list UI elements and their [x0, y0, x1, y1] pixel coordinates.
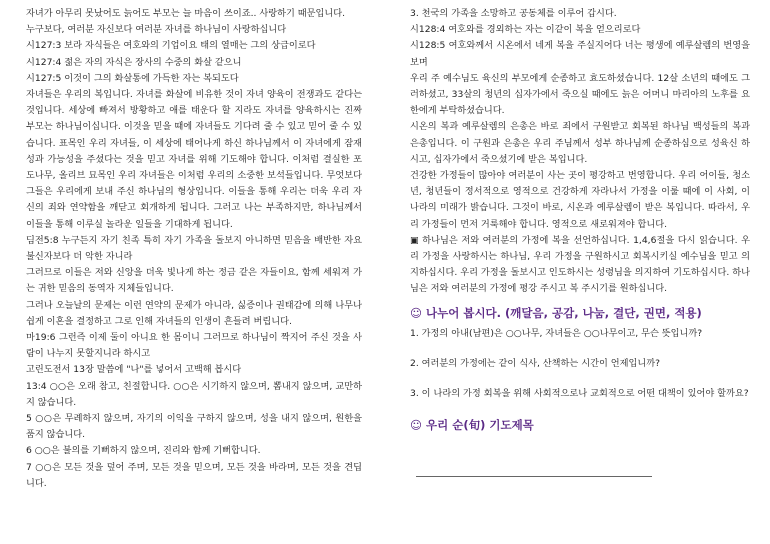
- right-column: [410, 6, 750, 438]
- section-point: 3. 천국의 가족을 소망하고 공동체를 이루어 갑시다.: [410, 8, 617, 19]
- question-item: 3. 이 나라의 가정 회복을 위해 사회적으로나 교회적으로 어떤 대책이 있어야 할까요?: [410, 387, 749, 399]
- scripture-verse: 5 ○○은 무례하지 않으며, 자기의 이익을 구하지 않으며, 성을 내지 않으며, 원한을 품지 않습니다.: [26, 413, 362, 441]
- paragraph: 그러므로 이들은 저와 신앙을 더욱 빛나게 하는 정금 같은 자들이요, 함께 세워져 가는 귀한 믿음의 동역자 지체들입니다.: [26, 267, 362, 295]
- scripture-verse: 시128:4 여호와를 경외하는 자는 이같이 복을 얻으리로다: [410, 24, 641, 36]
- scripture-verse: 마19:6 그런즉 이제 둘이 아니요 한 몸이니 그러므로 하나님이 짝지어 주신 것을 사람이 나누지 못할지니라 하시고: [26, 332, 362, 360]
- scripture-verse: 7 ○○은 모든 것을 덮어 주며, 모든 것을 믿으며, 모든 것을 바라며, 모든 것을 견딥니다.: [26, 461, 362, 489]
- scripture-verse: 시127:3 보라 자식들은 여호와의 기업이요 태의 열매는 그의 상급이로다: [26, 40, 316, 52]
- scripture-verse: 딤전5:8 누구든지 자기 친족 특히 자기 가족을 돌보지 아니하면 믿음을 배반한 자요 불신자보다 더 악한 자니라: [26, 234, 362, 263]
- paragraph: 그러나 오늘날의 문제는 이런 연약의 문제가 아니라, 싫증이나 권태감에 의해 나무나 쉽게 이혼을 결정하고 그로 인해 자녀들의 인생이 흔들려 버립니다.: [26, 299, 362, 327]
- paragraph: 자녀들은 우리의 복입니다. 자녀를 화살에 비유한 것이 자녀 양육이 전쟁과도 같다는 것입니다. 세상에 빠져서 방황하고 애를 태운다 할 지라도 자녀를 양육하시는 진짜 부모는 하나님이십니다. 이것을 믿을 때에 자녀들도 기다려 줄 수 있고 믿어 줄 수 있습니다. 표목인 우리 자녀들, 이 세상에 태어나게 하신 하나님께서 이 자녀에게 잠재성과 가능성을 주셨다는 것을 믿고 자녀를 위해 기도해야 합니다. 이처럼 결실한 포도나무, 올리브 묘목인 우리 자녀들은 이처럼 우리의 소중한 보석들입니다. 무엇보다 그들은 우리에게 보내 주신 하나님의 형상입니다. 이들을 통해 우리는 더욱 우리 자신의 죄와 연약함을 깨닫고 회개하게 됩니다. 그러고 나는 부족하지만, 하나님께서 이들을 통해 이루실 놀라운 일들을 기대하게 됩니다.: [26, 89, 362, 230]
- smiley-icon: ☺: [410, 417, 422, 432]
- prayer-title: 우리 순(旬) 기도제목: [426, 417, 534, 432]
- paragraph: ▣ 하나님은 저와 여러분의 가정에 복을 선언하십니다. 1,4,6절을 다시 읽습니다. 우리 가정을 사랑하시는 하나님, 우리 가정을 구원하시고 회복시키실 예수님을 믿고 의지하십시다. 우리 가정을 돌보시고 인도하시는 성령님을 의지하여 기도하십시다. 하나님은 저와 여러분의 가정에 평강 주시고 복 주시기를 원하십니다.: [410, 234, 750, 295]
- scripture-verse: 6 ○○은 불의를 기뻐하지 않으며, 진리와 함께 기뻐합니다.: [26, 445, 261, 457]
- scripture-verse: 시128:5 여호와께서 시온에서 네게 복을 주실지어다 너는 평생에 예루살렘의 번영을 보며: [410, 40, 750, 68]
- share-heading: [410, 304, 750, 322]
- paragraph: 건강한 가정들이 많아야 여러분이 사는 곳이 평강하고 번영합니다. 우리 어이들, 청소년, 청년들이 정서적으로 영적으로 건강하게 자라나서 가정을 이룰 때에 이 사회, 이 나라의 미래가 밝습니다. 그것이 바로, 시온과 예루살렘이 받은 복입니다. 따라서, 우리 가정들이 먼저 거룩해야 합니다. 영적으로 새로워져야 합니다.: [410, 170, 750, 230]
- scripture-verse: 시127:5 이것이 그의 화살통에 가득한 자는 복되도다: [26, 72, 239, 84]
- scripture-verse: 13:4 ○○은 오래 참고, 친절합니다. ○○은 시기하지 않으며, 뽐내지 않으며, 교만하지 않습니다.: [26, 380, 362, 408]
- prayer-write-line: [416, 476, 652, 477]
- smiley-icon: ☺: [410, 305, 422, 320]
- paragraph: 자녀가 아무리 못났어도 늙어도 부모는 늘 마음이 쓰이죠.. 사랑하기 때문입니다.: [26, 8, 346, 19]
- scripture-verse: 시127:4 젊은 자의 자식은 장사의 수중의 화살 같으니: [26, 56, 242, 68]
- paragraph: 시온의 복과 예루살렘의 은총은 바로 죄에서 구원받고 회복된 하나님 백성들의 복과 은총입니다. 이 구원과 은총은 우리 주님께서 성부 하나님께 순종하심으로 성육신 하시고, 십자가에서 죽으셨기에 받은 복입니다.: [410, 121, 750, 165]
- paragraph: 고린도전서 13장 말씀에 "나"를 넣어서 고백해 봅시다: [26, 364, 242, 376]
- prayer-heading: [410, 416, 750, 434]
- share-title: 나누어 봅시다. (깨달음, 공감, 나눔, 결단, 권면, 적용): [426, 305, 702, 320]
- left-column: [26, 6, 362, 492]
- paragraph: 누구보다, 여러분 자신보다 여러분 자녀를 하나님이 사랑하십니다: [26, 24, 287, 36]
- question-item: 1. 가정의 아내(남편)은 ○○나무, 자녀들은 ○○나무이고, 무슨 뜻입니까?: [410, 327, 703, 339]
- question-item: 2. 여러분의 가정에는 같이 식사, 산책하는 시간이 언제입니까?: [410, 357, 661, 369]
- paragraph: 우리 주 예수님도 육신의 부모에게 순종하고 효도하셨습니다. 12살 소년의 때에도 그러하셨고, 33살의 청년의 십자가에서 죽으실 때에도 늙은 어머니 마리아의 노후를 요한에게 부탁하셨습니다.: [410, 72, 750, 117]
